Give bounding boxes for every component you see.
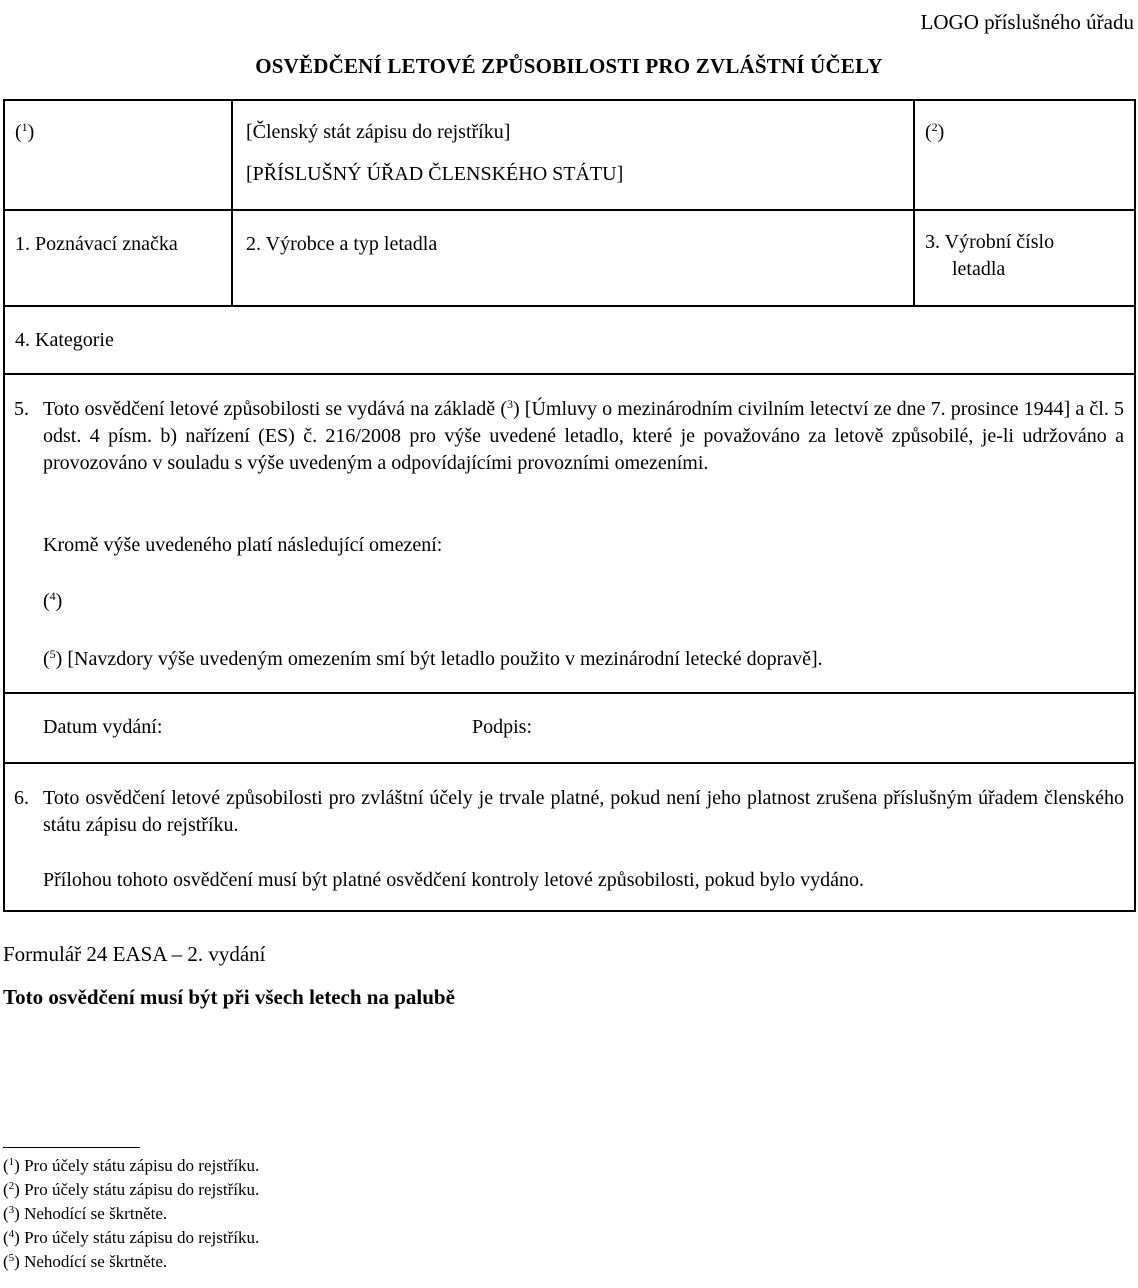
competent-authority: [PŘÍSLUŠNÝ ÚŘAD ČLENSKÉHO STÁTU] bbox=[246, 163, 624, 185]
footnote-item: ($^3$) Nehodící se škrtněte. bbox=[3, 1204, 168, 1223]
footnote-ref-5: 5 bbox=[49, 647, 56, 661]
footnote-item: ($^1$) Pro účely státu zápisu do rejstříku. bbox=[3, 1156, 260, 1175]
page-title: OSVĚDČENÍ LETOVÉ ZPŮSOBILOSTI PRO ZVLÁŠTNÍ ÚČELY bbox=[255, 54, 883, 78]
column-divider bbox=[231, 101, 233, 307]
field-label-line2: letadla bbox=[952, 258, 1006, 280]
row-divider bbox=[5, 692, 1134, 694]
serial-number-field bbox=[925, 229, 1054, 283]
certificate-form bbox=[3, 99, 1136, 912]
restrictions-placeholder: ($^4$) bbox=[43, 589, 63, 612]
row-divider bbox=[5, 373, 1134, 375]
field-label-line1: Výrobní číslo bbox=[944, 231, 1055, 253]
footnote-ref-1: ($^1$) bbox=[15, 120, 35, 143]
manufacturer-type-field: 2. Výrobce a typ letadla bbox=[246, 233, 438, 255]
footnote-item: ($^5$) Nehodící se škrtněte. bbox=[3, 1252, 168, 1271]
form-number: Formulář 24 EASA – 2. vydání bbox=[3, 942, 266, 966]
row-divider bbox=[5, 209, 1134, 211]
member-state-of-registry: [Členský stát zápisu do rejstříku] bbox=[246, 121, 511, 143]
footnote-ref-2: ($^2$) bbox=[925, 120, 945, 143]
signature-label: Podpis: bbox=[472, 716, 533, 738]
validity-statement: Toto osvědčení letové způsobilosti pro zvláštní účely je trvale platné, pokud není jeho platnost zrušena příslušným úřadem členského státu zápisu do rejstříku. bbox=[43, 787, 1124, 836]
nationality-registration-marks-field: 1. Poznávací značka bbox=[15, 233, 178, 255]
footnote-ref-3: 3 bbox=[506, 397, 513, 411]
authority-logo-placeholder: LOGO příslušného úřadu bbox=[920, 10, 1134, 34]
footnote-separator bbox=[3, 1147, 140, 1148]
footnote-item: ($^4$) Pro účely státu zápisu do rejstříku. bbox=[3, 1228, 260, 1247]
international-operations-statement: ($^5$) [Navzdory výše uvedeným omezením smí být letadlo použito v mezinárodní letecké dopravě]. bbox=[43, 647, 823, 670]
column-divider bbox=[913, 101, 915, 307]
date-of-issue-label: Datum vydání: bbox=[43, 716, 163, 738]
restrictions-intro: Kromě výše uvedeného platí následující omezení: bbox=[43, 534, 443, 556]
footnote-ref-4: 4 bbox=[49, 589, 56, 603]
row-divider bbox=[5, 762, 1134, 764]
section-number: 5. bbox=[14, 398, 29, 420]
footnote-item: ($^2$) Pro účely státu zápisu do rejstříku. bbox=[3, 1180, 260, 1199]
section-number: 6. bbox=[14, 787, 29, 809]
row-divider bbox=[5, 305, 1134, 307]
issuance-statement: Toto osvědčení letové způsobilosti se vydává na základě ($^3$) [Úmluvy o mezinárodním civilním letectví ze dne 7. prosince 1944] a čl. 5 odst. 4 písm. b) nařízení (ES) č. 216/2008 pro výše uvedené letadlo, které je považováno za letově způsobilé, je-li udržováno a provozováno v souladu s výše uvedeným a odpovídajícími provozními omezeními. bbox=[43, 397, 1124, 474]
carry-on-board-notice: Toto osvědčení musí být při všech letech na palubě bbox=[3, 985, 455, 1009]
category-field: 4. Kategorie bbox=[15, 329, 114, 351]
annex-statement: Přílohou tohoto osvědčení musí být platné osvědčení kontroly letové způsobilosti, pokud bylo vydáno. bbox=[43, 869, 865, 891]
footnotes bbox=[3, 1154, 259, 1274]
field-number: 3. bbox=[925, 231, 940, 253]
